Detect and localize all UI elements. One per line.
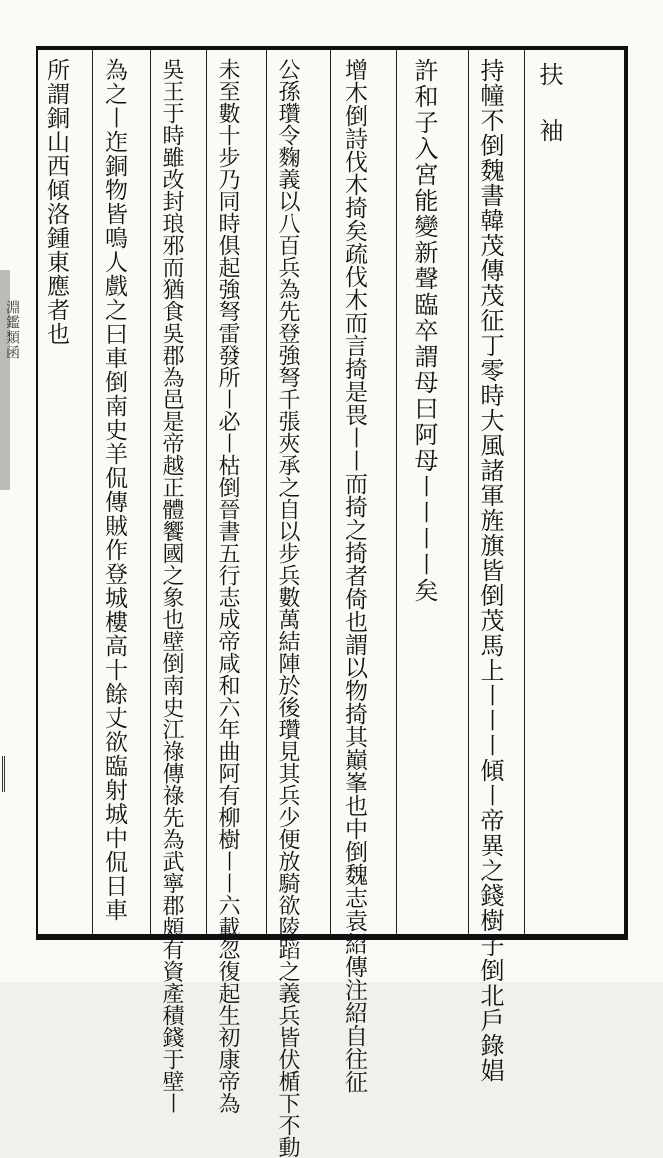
column-rule: [206, 50, 207, 934]
gutter-label: 淵鑑類函: [4, 300, 20, 360]
text-column-1: 持幢不倒魏書韓茂傳茂征丁零時大風諸軍旌旗皆倒茂馬上〡〡〡傾〡帝異之錢樹子倒北戶錄娼: [476, 58, 504, 1083]
frame-top-border: [36, 46, 628, 50]
column-rule: [396, 50, 397, 934]
page-number-mark: [2, 756, 17, 792]
column-rule: [150, 50, 151, 934]
text-column-2: 許和子入宮能變新聲臨卒謂母曰阿母〡〡〡〡矣: [410, 58, 438, 604]
column-rule: [92, 50, 93, 934]
text-column-7: 為之〡迮銅物皆鳴人戲之曰車倒南史羊侃傳賊作登城樓高十餘丈欲臨射城中侃日車: [101, 58, 127, 922]
text-column-6: 吳王于時雖改封琅邪而猶食吳郡為邑是帝越正體饗國之象也壁倒南史江祿傳祿先為武寧郡頗有資產積錢于壁〡: [159, 58, 184, 1114]
frame-bottom-border: [36, 934, 628, 940]
text-column-5: 未至數十步乃同時俱起強弩雷發所〡必〡枯倒晉書五行志成帝咸和六年曲阿有柳樹〡〡六載忽復起生初康帝為: [215, 58, 240, 1114]
column-rule: [524, 50, 525, 934]
text-column-3: 增木倒詩伐木掎矣疏伐木而言掎是畏〡〡而掎之掎者倚也謂以物掎其巔峯也中倒魏志袁紹傳注紹自往征: [341, 58, 367, 1093]
text-column-8: 所謂銅山西傾洛鍾東應者也: [43, 58, 69, 346]
column-rule: [266, 50, 267, 934]
page-heading: 扶 袖: [535, 62, 563, 144]
text-column-4: 公孫瓚令麴義以八百兵為先登強弩千張夾承之自以步兵數萬結陣於後瓚見其兵少便放騎欲陵蹈之義兵皆伏楯下不動: [275, 58, 300, 1158]
column-rule: [330, 50, 331, 934]
frame-right-border: [624, 46, 628, 940]
frame-left-border: [36, 46, 38, 940]
column-rule: [468, 50, 469, 934]
